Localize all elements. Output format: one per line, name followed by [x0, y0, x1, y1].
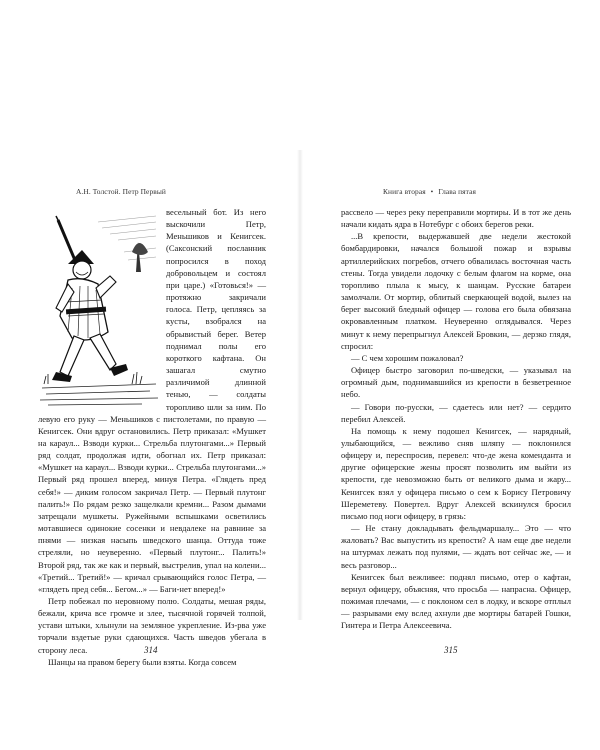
paragraph: ...В крепости, выдержавшей две недели жестокой бомбардировки, начался большой пожар и взрывы артиллерийских погребов, отчего обвалилась восточная часть стены. Тогда увидели лодочку с белым флагом на корме, она торопливо плыла к мысу, к шанцам. Русские батареи замолчали. От мортир, облитый сверкающей водой, вылез на берег высокий бледный офицер — голова его была обвязана окровавленным платком. Неуверенно оглядывался. Через минут к нему перепрыгнул Алексей Бровкин, — дерзко глядя, спросил: [341, 231, 571, 351]
right-page-text [341, 206, 571, 631]
paragraph: Петр побежал по неровному полю. Солдаты, мешая ряды, бежали, крича все громче и злее, тысячной горячей толпой, устави штыки, хлынули на земляное укрепление. Из-рва уже торчали вздетые руки сдающихся. Часть шведов убегала в сторону леса. [38, 596, 266, 655]
page-number: 314 [144, 645, 158, 655]
header-author: А.Н. Толстой. [76, 187, 121, 196]
paragraph [38, 206, 266, 595]
paragraph: рассвело — через реку переправили мортиры. И в тот же день начали кидать ядра в Нотебург с обоих берегов реки. [341, 207, 571, 230]
left-page-text [38, 206, 266, 668]
paragraph: Кенигсек был вежливее: поднял письмо, отер о кафтан, вернул офицеру, объясняя, что просьба — напрасна. Офицер, пожимая плечами, — с поклоном сел в лодку, и вскоре отплыл — разрывами ему вслед ахнули две мортиры батарей Гошки, Гинтера и Петра Алексеевича. [341, 571, 571, 631]
right-page [300, 0, 600, 750]
running-header-right [383, 187, 476, 196]
paragraph: Офицер быстро заговорил по-шведски, — указывал на огромный дым, поднимавшийся из крепости в безветренное небо. [341, 365, 571, 400]
header-book-title: Петр Первый [122, 187, 166, 196]
paragraph: — Говори по-русски, — сдаетесь или нет? — сердито перебил Алексей. [341, 401, 571, 424]
paragraph: — С чем хорошим пожаловал? [351, 352, 464, 363]
paragraph: Шанцы на правом берегу были взяты. Когда совсем [48, 656, 237, 667]
header-chapter: Глава пятая [438, 187, 476, 196]
engraving-soldier-with-musket-icon [38, 212, 160, 408]
running-header-left [76, 187, 166, 196]
paragraph: На помощь к нему подошел Кенигсек, — нарядный, улыбающийся, — вежливо сняв шляпу — поклонился офицеру и, переспросив, перевел: что-де жена коменданта и другие офицерские жены просят позволить им выйти из крепости, где невозможно быть от великого дыма и жару... Кенигсек взял у офицера письмо о сем к Борису Петровичу Шереметеву. Повертел. Вдруг Алексей вскинулся бросил письмо под ноги офицеру, в грязь: [341, 425, 571, 521]
header-separator: • [430, 187, 434, 196]
page-number: 315 [444, 645, 458, 655]
paragraph-text: веселыный бот. Из него выскочили Петр, Меньшиков и Кенигсек. (Саксонский посланник попросился в поход добровольцем и состоял при царе.) «Готовься!» — протяжно закричали голоса. Петр, цепляясь за кусты, взобрался на обрывистый берег. Ветер поднимал полы его короткого кафтана. Он зашагал смутно различимой длинной тенью, — солдаты торопливо шли за ним. По левую его руку — Меньшиков с пистолетами, по правую — Кенигсек. Они вдруг остановились. Петр приказал: «Мушкет на караул... Взводи курки... Стрельба плутонгами...» Первый ряд солдат, продолжая идти, обогнал их. Петр приказал: «Мушкет на караул... Взводи курки... Стрельба плутонгами...» Первый ряд прошел вперед, минуя Петра. «Глядеть пред себя!» — диким голосом закричал Петр. — Первый плутонг палить!» По рядам резко защелкали кремни... Разом дымами затрещали мушкеты. Ружейными вспышками осветились мотавшиеся одинокие сосенки и невдалеке на равнине за пнями — низкая насыпь шведского шанца. Оттуда тоже стреляли, но неуверенно. «Первый плутонг... Палить!» Второй ряд, так же как и первый, выстрелив, упал на колени... «Третий... Третий!» — кричал срывающийся голос Петра, — «глядеть пред себя... Бегом...» — Баги-нет вперед!» [38, 207, 266, 594]
paragraph: — Не стану докладывать фельдмаршалу... Это — что жаловать? Вас выпустить из крепости? А нам еще две недели на штурмах лежать под пулями, — ждать вот сейчас же, — и весь разговор... [341, 523, 571, 570]
header-book: Книга вторая [383, 187, 426, 196]
